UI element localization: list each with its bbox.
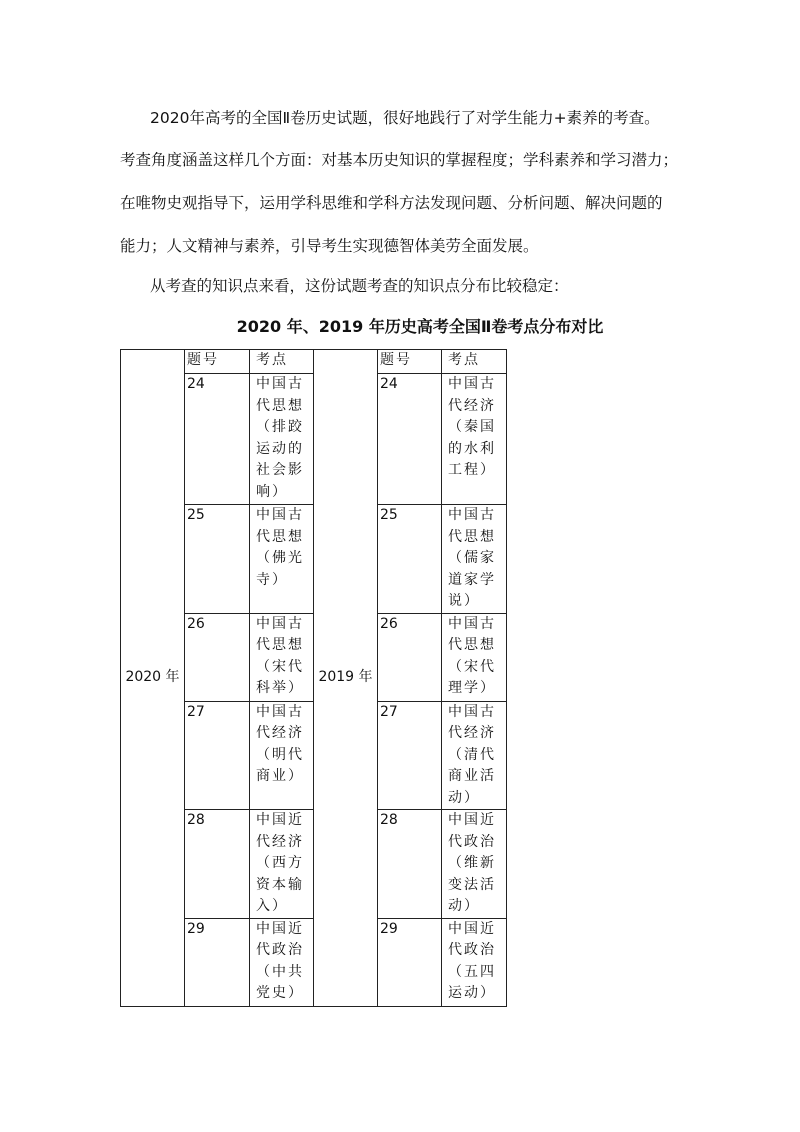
question-number-2020: 27 <box>185 701 250 810</box>
question-number-2020: 25 <box>185 505 250 614</box>
question-number-2019: 25 <box>378 505 442 614</box>
knowledge-point-2020: 中国古 代思想 （排跤 运动的 社会影 响） <box>250 374 314 505</box>
knowledge-point-2020: 中国古 代思想 （宋代 科举） <box>250 613 314 701</box>
intro-line-3: 在唯物史观指导下，运用学科思维和学科方法发现问题、分析问题、解决问题的 <box>120 194 663 212</box>
year-2019-cell: 2019 年 <box>314 350 378 1007</box>
knowledge-point-2020: 中国近 代经济 （西方 资本输 入） <box>250 810 314 919</box>
knowledge-point-2020: 中国近 代政治 （中共 党史） <box>250 918 314 1006</box>
knowledge-point-2019: 中国古 代思想 （儒家 道家学 说） <box>442 505 507 614</box>
table-header-row <box>121 350 507 374</box>
year-2020-cell: 2020 年 <box>121 350 185 1007</box>
knowledge-point-2019: 中国古 代经济 （清代 商业活 动） <box>442 701 507 810</box>
intro-line-2: 考查角度涵盖这样几个方面：对基本历史知识的掌握程度；学科素养和学习潜力； <box>120 151 679 169</box>
knowledge-point-2019: 中国近 代政治 （维新 变法活 动） <box>442 810 507 919</box>
header-knowledge-point-2019: 考点 <box>442 350 507 374</box>
knowledge-point-2019: 中国古 代经济 （秦国 的水利 工程） <box>442 374 507 505</box>
question-number-2019: 24 <box>378 374 442 505</box>
question-number-2019: 27 <box>378 701 442 810</box>
question-number-2020: 26 <box>185 613 250 701</box>
intro-line-4: 能力；人文精神与素养，引导考生实现德智体美劳全面发展。 <box>120 237 539 255</box>
knowledge-point-paragraph: 从考查的知识点来看，这份试题考查的知识点分布比较稳定： <box>150 277 569 295</box>
knowledge-point-2020: 中国古 代思想 （佛光 寺） <box>250 505 314 614</box>
question-number-2020: 24 <box>185 374 250 505</box>
knowledge-point-2020: 中国古 代经济 （明代 商业） <box>250 701 314 810</box>
question-number-2020: 28 <box>185 810 250 919</box>
header-question-number-2019: 题号 <box>378 350 442 374</box>
intro-line-1: 2020年高考的全国Ⅱ卷历史试题，很好地践行了对学生能力+素养的考查。 <box>150 109 660 127</box>
question-number-2019: 26 <box>378 613 442 701</box>
header-question-number-2020: 题号 <box>185 350 250 374</box>
question-number-2020: 29 <box>185 918 250 1006</box>
question-number-2019: 28 <box>378 810 442 919</box>
knowledge-point-2019: 中国近 代政治 （五四 运动） <box>442 918 507 1006</box>
exam-comparison-table <box>120 349 507 1007</box>
knowledge-point-2019: 中国古 代思想 （宋代 理学） <box>442 613 507 701</box>
table-title: 2020 年、2019 年历史高考全国Ⅱ卷考点分布对比 <box>236 317 604 336</box>
question-number-2019: 29 <box>378 918 442 1006</box>
header-knowledge-point-2020: 考点 <box>250 350 314 374</box>
